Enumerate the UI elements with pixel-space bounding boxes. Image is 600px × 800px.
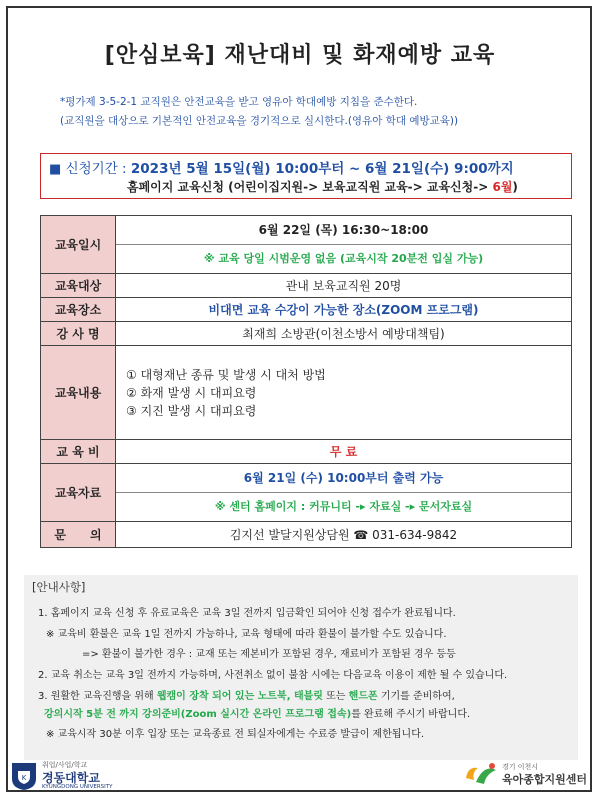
- application-dates: 2023년 5월 15일(월) 10:00부터 ~ 6월 21일(수) 9:00까지: [130, 161, 514, 177]
- material-cell: [116, 464, 572, 522]
- date-cell: [116, 216, 572, 274]
- note-line-1: *평가제 3-5-2-1 교직원은 안전교육을 받고 영유아 학대예방 지침을 준수한다.: [60, 96, 418, 108]
- guide-text: 3. 원활한 교육진행을 위해: [38, 691, 157, 702]
- lecturer-label: 강 사 명: [41, 322, 116, 346]
- guide-text: 기기를 준비하여,: [377, 691, 455, 702]
- guide-highlight: 핸드폰: [348, 691, 378, 702]
- university-emblem-icon: [10, 761, 38, 791]
- application-period-box: [40, 153, 572, 199]
- content-item: ③ 지진 발생 시 대피요령: [126, 403, 257, 418]
- table-row: [41, 346, 572, 440]
- guide-line: ※ 교육시작 30분 이후 입장 또는 교육종료 전 퇴실자에게는 수료증 발급이 제한됩니다.: [46, 729, 425, 740]
- fee-label: 교 육 비: [41, 440, 116, 464]
- logo-english: KYUNGDONG UNIVERSITY: [42, 784, 113, 790]
- guide-line: => 환불이 불가한 경우 : 교재 또는 제본비가 포함된 경우, 재료비가 포함된 경우 등등: [82, 649, 456, 660]
- center-region: 경기 이천시: [502, 763, 539, 771]
- table-row: [41, 522, 572, 548]
- content-item: ② 화재 발생 시 대피요령: [126, 385, 257, 400]
- fee-value: 무 료: [116, 440, 572, 464]
- guide-text: 를 완료해 주시기 바랍니다.: [351, 709, 471, 720]
- place-value: 비대면 교육 수강이 가능한 장소(ZOOM 프로그램): [116, 298, 572, 322]
- contact-value: 김지선 발달지원상담원 ☎ 031-634-9842: [116, 522, 572, 548]
- table-row: [41, 440, 572, 464]
- content-label: 교육내용: [41, 346, 116, 440]
- kyungdong-university-logo: [10, 758, 140, 794]
- target-value: [116, 274, 572, 298]
- square-bullet-icon: ■: [49, 162, 62, 177]
- target-label: 교육대상: [41, 274, 116, 298]
- guide-highlight: 강의시작 5분 전 까지 강의준비(Zoom 실시간 온라인 프로그램 접속): [44, 709, 352, 720]
- place-label: 교육장소: [41, 298, 116, 322]
- center-name: 육아종합지원센터: [502, 773, 588, 786]
- logo-name: 경동대학교: [42, 771, 100, 785]
- guide-highlight: 웹캠이 장착 되어 있는 노트북, 태블릿: [156, 691, 323, 702]
- application-suffix: ): [512, 180, 518, 194]
- date-note: ※ 교육 당일 시범운영 없음 (교육시작 20분전 입실 가능): [203, 252, 484, 265]
- table-row: [41, 298, 572, 322]
- education-info-table: [40, 215, 572, 548]
- application-path: 홈페이지 교육신청 (어린이집지원-> 보육교직원 교육-> 교육신청->: [127, 180, 493, 194]
- content-item: ① 대형재난 종류 및 발생 시 대처 방법: [126, 367, 326, 382]
- target-text: 관내 보육교직원: [285, 279, 375, 293]
- date-label: 교육일시: [41, 216, 116, 274]
- material-value: 6월 21일 (수) 10:00부터 출력 가능: [116, 464, 571, 493]
- guide-line: 2. 교육 취소는 교육 3일 전까지 가능하며, 사전취소 없이 불참 시에는 다음교육 이용이 제한 될 수 있습니다.: [38, 670, 508, 681]
- childcare-center-logo: [462, 756, 592, 792]
- content-list: [116, 346, 572, 440]
- application-period: [49, 157, 514, 177]
- guide-header: [안내사항]: [32, 580, 86, 594]
- svg-text:K: K: [21, 774, 27, 782]
- application-method: [127, 178, 518, 195]
- table-row: [41, 216, 572, 274]
- table-row: [41, 322, 572, 346]
- guide-text: 또는: [322, 691, 349, 702]
- material-note: ※ 센터 홈페이지 : 커뮤니티 -▸ 자료실 -▸ 문서자료실: [214, 500, 473, 513]
- guide-line: [44, 706, 470, 723]
- guide-box: [24, 575, 578, 760]
- contact-label: 문 의: [41, 522, 116, 548]
- table-row: [41, 464, 572, 522]
- guide-line: 1. 홈페이지 교육 신청 후 유료교육은 교육 3일 전까지 입금확인 되어야 신청 접수가 완료됩니다.: [38, 608, 456, 619]
- target-count: 20명: [374, 279, 402, 293]
- guide-line: ※ 교육비 환불은 교육 1일 전까지 가능하나, 교육 형태에 따라 환불이 불가할 수도 있습니다.: [46, 629, 447, 640]
- date-value: 6월 22일 (목) 16:30~18:00: [116, 216, 571, 245]
- application-month: 6월: [492, 180, 513, 194]
- table-row: [41, 274, 572, 298]
- center-emblem-icon: [462, 760, 502, 790]
- notes: [60, 93, 560, 131]
- application-label: 신청기간 :: [65, 161, 131, 177]
- material-label: 교육자료: [41, 464, 116, 522]
- page-title: [안심보육] 재난대비 및 화재예방 교육: [104, 43, 496, 68]
- guide-line: [38, 688, 455, 705]
- note-line-2: (교직원을 대상으로 기본적인 안전교육을 경기적으로 실시한다.(영유아 학대 예방교육)): [60, 115, 459, 127]
- logo-tagline: 취업/사업/학교: [42, 761, 88, 769]
- lecturer-value: 최재희 소방관(이천소방서 예방대책팀): [116, 322, 572, 346]
